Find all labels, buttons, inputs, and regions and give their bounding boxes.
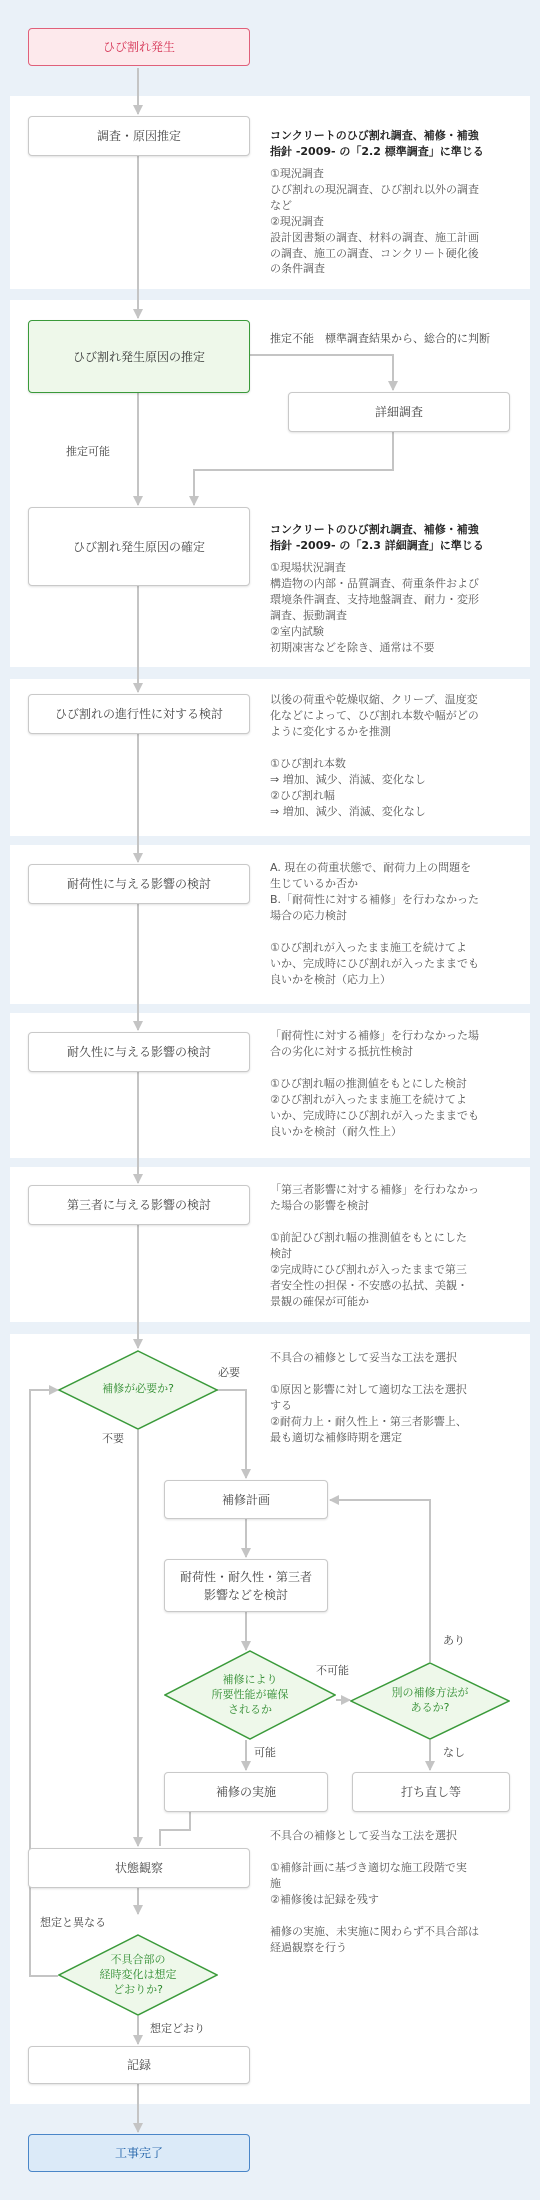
confirm-description-body: ①現場状況調査 構造物の内部・品質調査、荷重条件および 環境条件調査、支持地盤調査、耐力・変形 調査、振動調査 ②室内試験 初期凍害などを除き、通常は不要 [270,560,479,654]
durability-description: 「耐荷性に対する補修」を行わなかった場 合の劣化に対する抵抗性検討 ①ひび割れ幅の推測値をもとにした検討 ②ひび割れが入ったまま施工を続けてよ いか、完成時にひび割れが入ったままでも 良いかを検討（耐久性上） [270,1029,479,1138]
confirm-description [270,506,530,655]
record-step: 記録 [28,2046,250,2084]
rebuild-step: 打ち直し等 [352,1772,510,1812]
perf-yes-label: 可能 [254,1746,276,1759]
load-description: A. 現在の荷重状態で、耐荷力上の問題を 生じているか否か B.「耐荷性に対する補修」を行わなかった 場合の応力検討 ①ひび割れが入ったまま施工を続けてよ いか、完成時にひび割れが入ったままでも 良いかを検討（応力上） [270,861,480,986]
detail-survey-step: 詳細調査 [288,392,510,432]
review-step: 耐荷性・耐久性・第三者 影響などを検討 [164,1559,328,1612]
confirm-step: ひび割れ発生原因の確定 [28,507,250,586]
confirm-description-title: コンクリートのひび割れ調査、補修・補強 指針 -2009- の「2.3 詳細調査」に準じる [270,522,484,552]
change-label: 不具合部の 経時変化は想定 どおりか? [99,1953,177,1996]
need-repair-description: 不具合の補修として妥当な工法を選択 ①原因と影響に対して適切な工法を選択 する ②耐荷力上・耐久性上・第三者影響上、 最も適切な補修時期を選定 [270,1351,467,1444]
need-no-label: 不要 [102,1432,124,1445]
estimate-yes-label: 推定可能 [66,445,110,458]
execute-repair-step: 補修の実施 [164,1772,328,1812]
performance-label: 補修により 所要性能が確保 されるか [211,1673,289,1716]
durability-step: 耐久性に与える影響の検討 [28,1032,250,1072]
alternative-label: 別の補修方法が あるか? [391,1686,469,1714]
load-step: 耐荷性に与える影響の検討 [28,864,250,904]
third-party-description: 「第三者影響に対する補修」を行わなかっ た場合の影響を検討 ①前記ひび割れ幅の推測値をもとにした 検討 ②完成時にひび割れが入ったままで第三 者安全性の担保・不安感の払拭、美観・ 景観の確保が可能か [270,1183,479,1308]
estimate-step: ひび割れ発生原因の推定 [28,320,250,393]
perf-no-label: 不可能 [316,1664,349,1677]
change-yes-label: 想定どおり [150,2022,205,2035]
alt-yes-label: あり [443,1634,465,1647]
start-node: ひび割れ発生 [28,28,250,66]
survey-description-body: ①現況調査 ひび割れの現況調査、ひび割れ以外の調査 など ②現況調査 設計図書類の調査、材料の調査、施工計画 の調査、施工の調査、コンクリート硬化後 の条件調査 [270,166,479,276]
change-no-label: 想定と異なる [40,1916,106,1929]
progress-description: 以後の荷重や乾燥収縮、クリープ、温度変 化などによって、ひび割れ本数や幅がどの ように変化するかを推測 ①ひび割れ本数 ⇒ 増加、減少、消滅、変化なし ②ひび割れ幅 ⇒ 増加、減少、消滅、変化なし [270,693,479,818]
alt-no-label: なし [443,1746,465,1759]
observe-description: 不具合の補修として妥当な工法を選択 ①補修計画に基づき適切な施工段階で実 施 ②補修後は記録を残す 補修の実施、未実施に関わらず不具合部は 経過観察を行う [270,1829,479,1954]
third-party-step: 第三者に与える影響の検討 [28,1185,250,1225]
progress-step: ひび割れの進行性に対する検討 [28,694,250,734]
survey-step: 調査・原因推定 [28,116,250,156]
survey-description-title: コンクリートのひび割れ調査、補修・補強 指針 -2009- の「2.2 標準調査」に準じる [270,128,484,158]
repair-plan-step: 補修計画 [164,1480,328,1519]
survey-description [270,112,530,277]
observe-step: 状態観察 [28,1848,250,1888]
need-repair-label: 補修が必要か? [102,1382,174,1395]
end-node: 工事完了 [28,2134,250,2172]
need-yes-label: 必要 [218,1366,240,1379]
estimate-no-label: 推定不能 標準調査結果から、総合的に判断 [270,332,490,345]
